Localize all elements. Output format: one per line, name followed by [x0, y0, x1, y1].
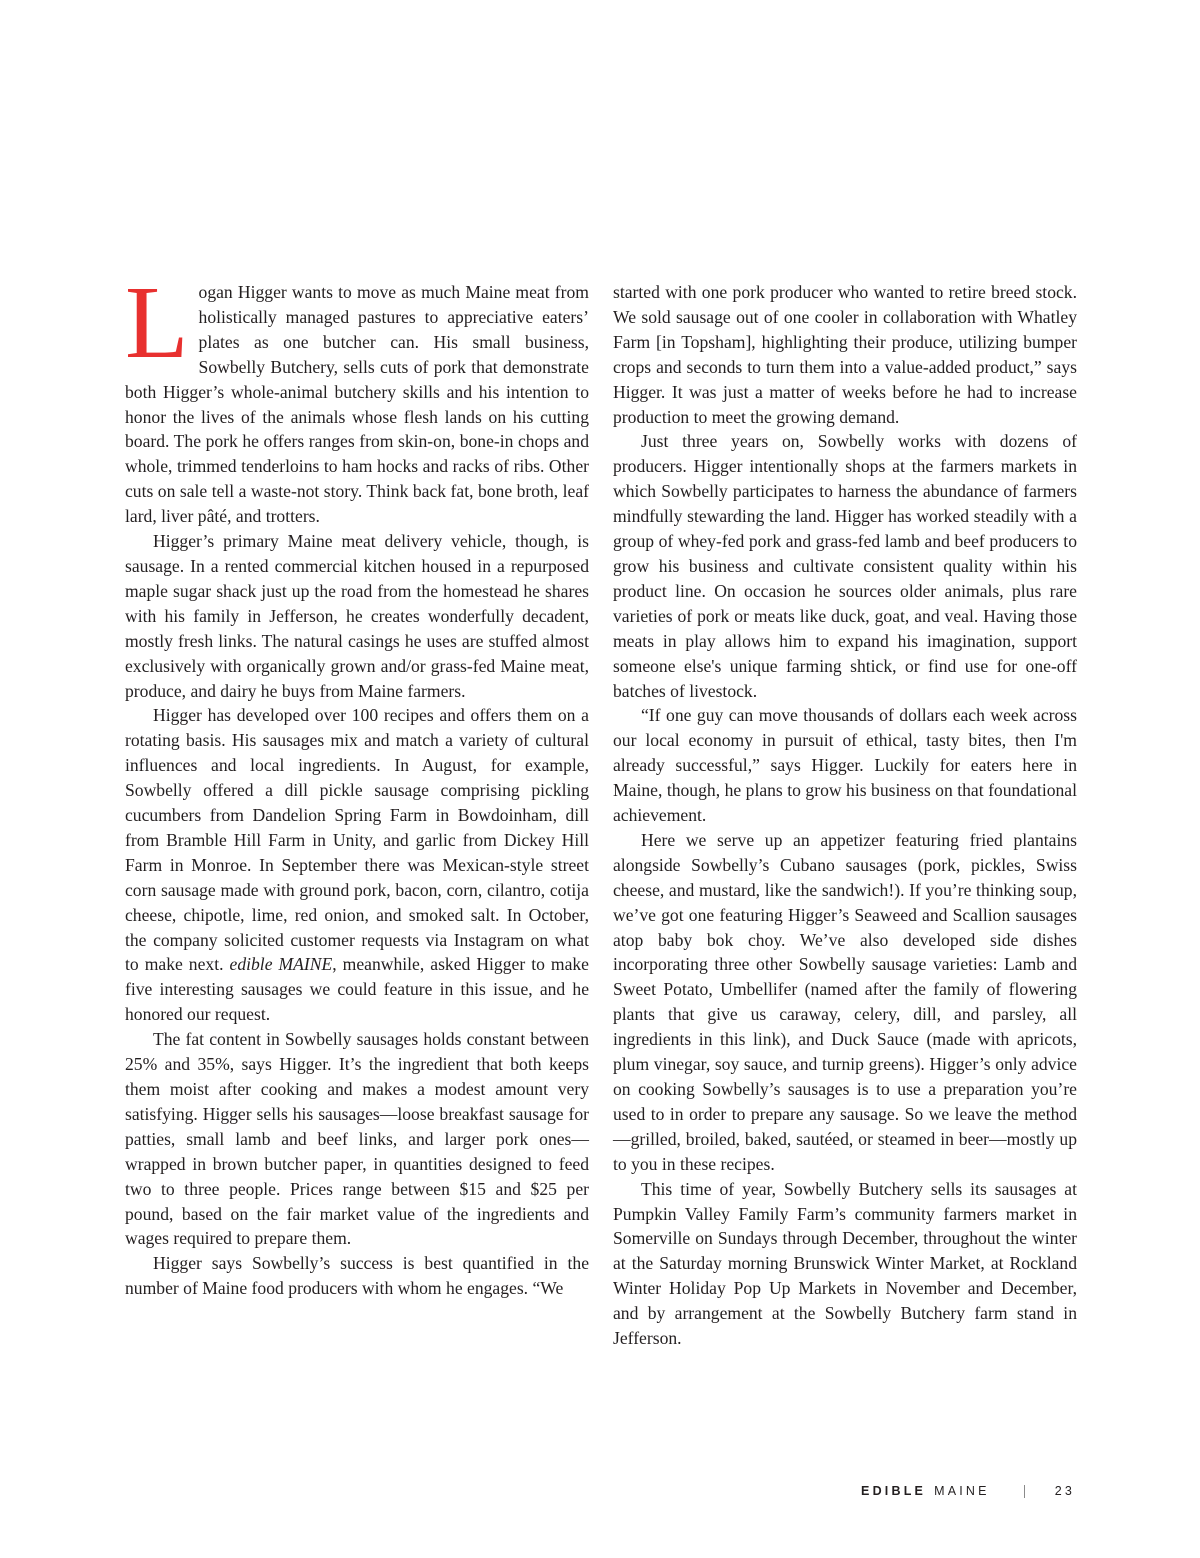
paragraph-markets: This time of year, Sowbelly Butchery sells its sausages at Pumpkin Valley Family Farm’s community farmers market in Somerville on Sundays through December, throughout the winter at the Saturday morning Brunswick Winter Market, at Rockland Winter Holiday Pop Up Markets in November and December, and by arrangement at the Sowbelly Butchery farm stand in Jefferson. — [613, 1178, 1077, 1349]
paragraph-recipes-text: Higger has developed over 100 recipes and offers them on a rotating basis. His sausages mix and match a variety of cultural influences and local ingredients. In August, for example, Sowbelly offered a dill pickle sausage comprising pickling cucumbers from Dandelion Spring Farm in Bowdoinham, dill from Bramble Hill Farm in Unity, and garlic from Dickey Hill Farm in Monroe. In September there was Mexican-style street corn sausage made with ground pork, bacon, corn, cilantro, cotija cheese, chipotle, lime, red onion, and smoked salt. In October, the company solicited customer requests via Instagram on what to make next. — [125, 705, 589, 975]
footer-divider — [1024, 1485, 1025, 1498]
drop-cap: L — [125, 265, 189, 380]
paragraph-quote: “If one guy can move thousands of dollars each week across our local economy in pursuit of ethical, tasty bites, then I'm already successful,” says Higger. Luckily for eaters here in Maine, though, he plans to grow his business on that foundational achievement. — [613, 705, 1077, 826]
right-column — [613, 280, 1077, 1400]
article-body — [125, 265, 1077, 1400]
magazine-name-italic: edible MAINE — [229, 954, 333, 975]
page-number: 23 — [1054, 1484, 1075, 1498]
paragraph-success: Higger says Sowbelly’s success is best quantified in the number of Maine food producers with whom he engages. “We — [125, 1253, 589, 1299]
footer-brand-maine: MAINE — [934, 1484, 990, 1498]
paragraph-recipes-end: , meanwhile, asked Higger to make five interesting sausages we could feature in this issue, and he honored our request. — [125, 954, 589, 1025]
page-footer — [861, 1484, 1075, 1498]
paragraph-intro-text: ogan Higger wants to move as much Maine meat from holistically managed pastures to appreciative eaters’ plates as one butcher can. His small business, Sowbelly Butchery, sells cuts of pork that demonstrate both Higger’s whole-animal butchery skills and his intention to honor the lives of the animals whose flesh lands on his cutting board. The pork he offers ranges from skin-on, bone-in chops and whole, trimmed tenderloins to ham hocks and racks of ribs. Other cuts on sale tell a waste-not story. Think back fat, bone broth, leaf lard, liver pâté, and trotters. — [125, 282, 589, 527]
paragraph-fat-content: The fat content in Sowbelly sausages holds constant between 25% and 35%, says Higger. It’s the ingredient that both keeps them moist after cooking and makes a modest amount very satisfying. Higger sells his sausages—loose breakfast sausage for patties, small lamb and beef links, and larger pork ones—wrapped in brown butcher paper, in quantities designed to feed two to three people. Prices range between $15 and $25 per pound, based on the fair market value of the ingredients and wages required to prepare them. — [125, 1029, 589, 1249]
paragraph-recipes-intro: Here we serve up an appetizer featuring fried plantains alongside Sowbelly’s Cubano sausages (pork, pickles, Swiss cheese, and mustard, like the sandwich!). If you’re thinking soup, we’ve got one featuring Higger’s Seaweed and Scallion sausages atop baby bok choy. We’ve also developed side dishes incorporating three other Sowbelly sausage varieties: Lamb and Sweet Potato, Umbellifer (named after the family of flowering plants that give us caraway, celery, dill, and parsley, all ingredients in this link), and Duck Sauce (made with apricots, plum vinegar, soy sauce, and turnip greens). Higger’s only advice on cooking Sowbelly’s sausages is to use a preparation you’re used to in order to prepare any sausage. So we leave the method—grilled, broiled, baked, sautéed, or steamed in beer—mostly up to you in these recipes. — [613, 829, 1077, 1174]
left-column — [125, 265, 589, 1400]
paragraph-intro — [125, 265, 589, 529]
paragraph-success-continued: started with one pork producer who wanted to retire breed stock. We sold sausage out of one cooler in collaboration with Whatley Farm [in Topsham], highlighting their produce, utilizing bumper crops and seconds to turn them into a value-added product,” says Higger. It was just a matter of weeks before he had to increase production to meet the growing demand. — [613, 282, 1077, 427]
paragraph-sausage-vehicle: Higger’s primary Maine meat delivery vehicle, though, is sausage. In a rented commercial kitchen housed in a repurposed maple sugar shack just up the road from the homestead he shares with his family in Jefferson, he creates wonderfully decadent, mostly fresh links. The natural casings he uses are stuffed almost exclusively with organically grown and/or grass-fed Maine meat, produce, and dairy he buys from Maine farmers. — [125, 531, 589, 701]
footer-brand-edible: EDIBLE — [861, 1484, 927, 1498]
paragraph-recipes — [125, 703, 589, 1027]
paragraph-producers: Just three years on, Sowbelly works with dozens of producers. Higger intentionally shops at the farmers markets in which Sowbelly participates to harness the abundance of farmers mindfully stewarding the land. Higger has worked steadily with a group of whey-fed pork and grass-fed lamb and beef producers to grow his business and cultivate consistent quality within his product line. On occasion he sources older animals, plus rare varieties of pork or meats like duck, goat, and veal. Having those meats in play allows him to expand his imagination, support someone else's unique farming shtick, or find use for one-off batches of livestock. — [613, 431, 1077, 701]
